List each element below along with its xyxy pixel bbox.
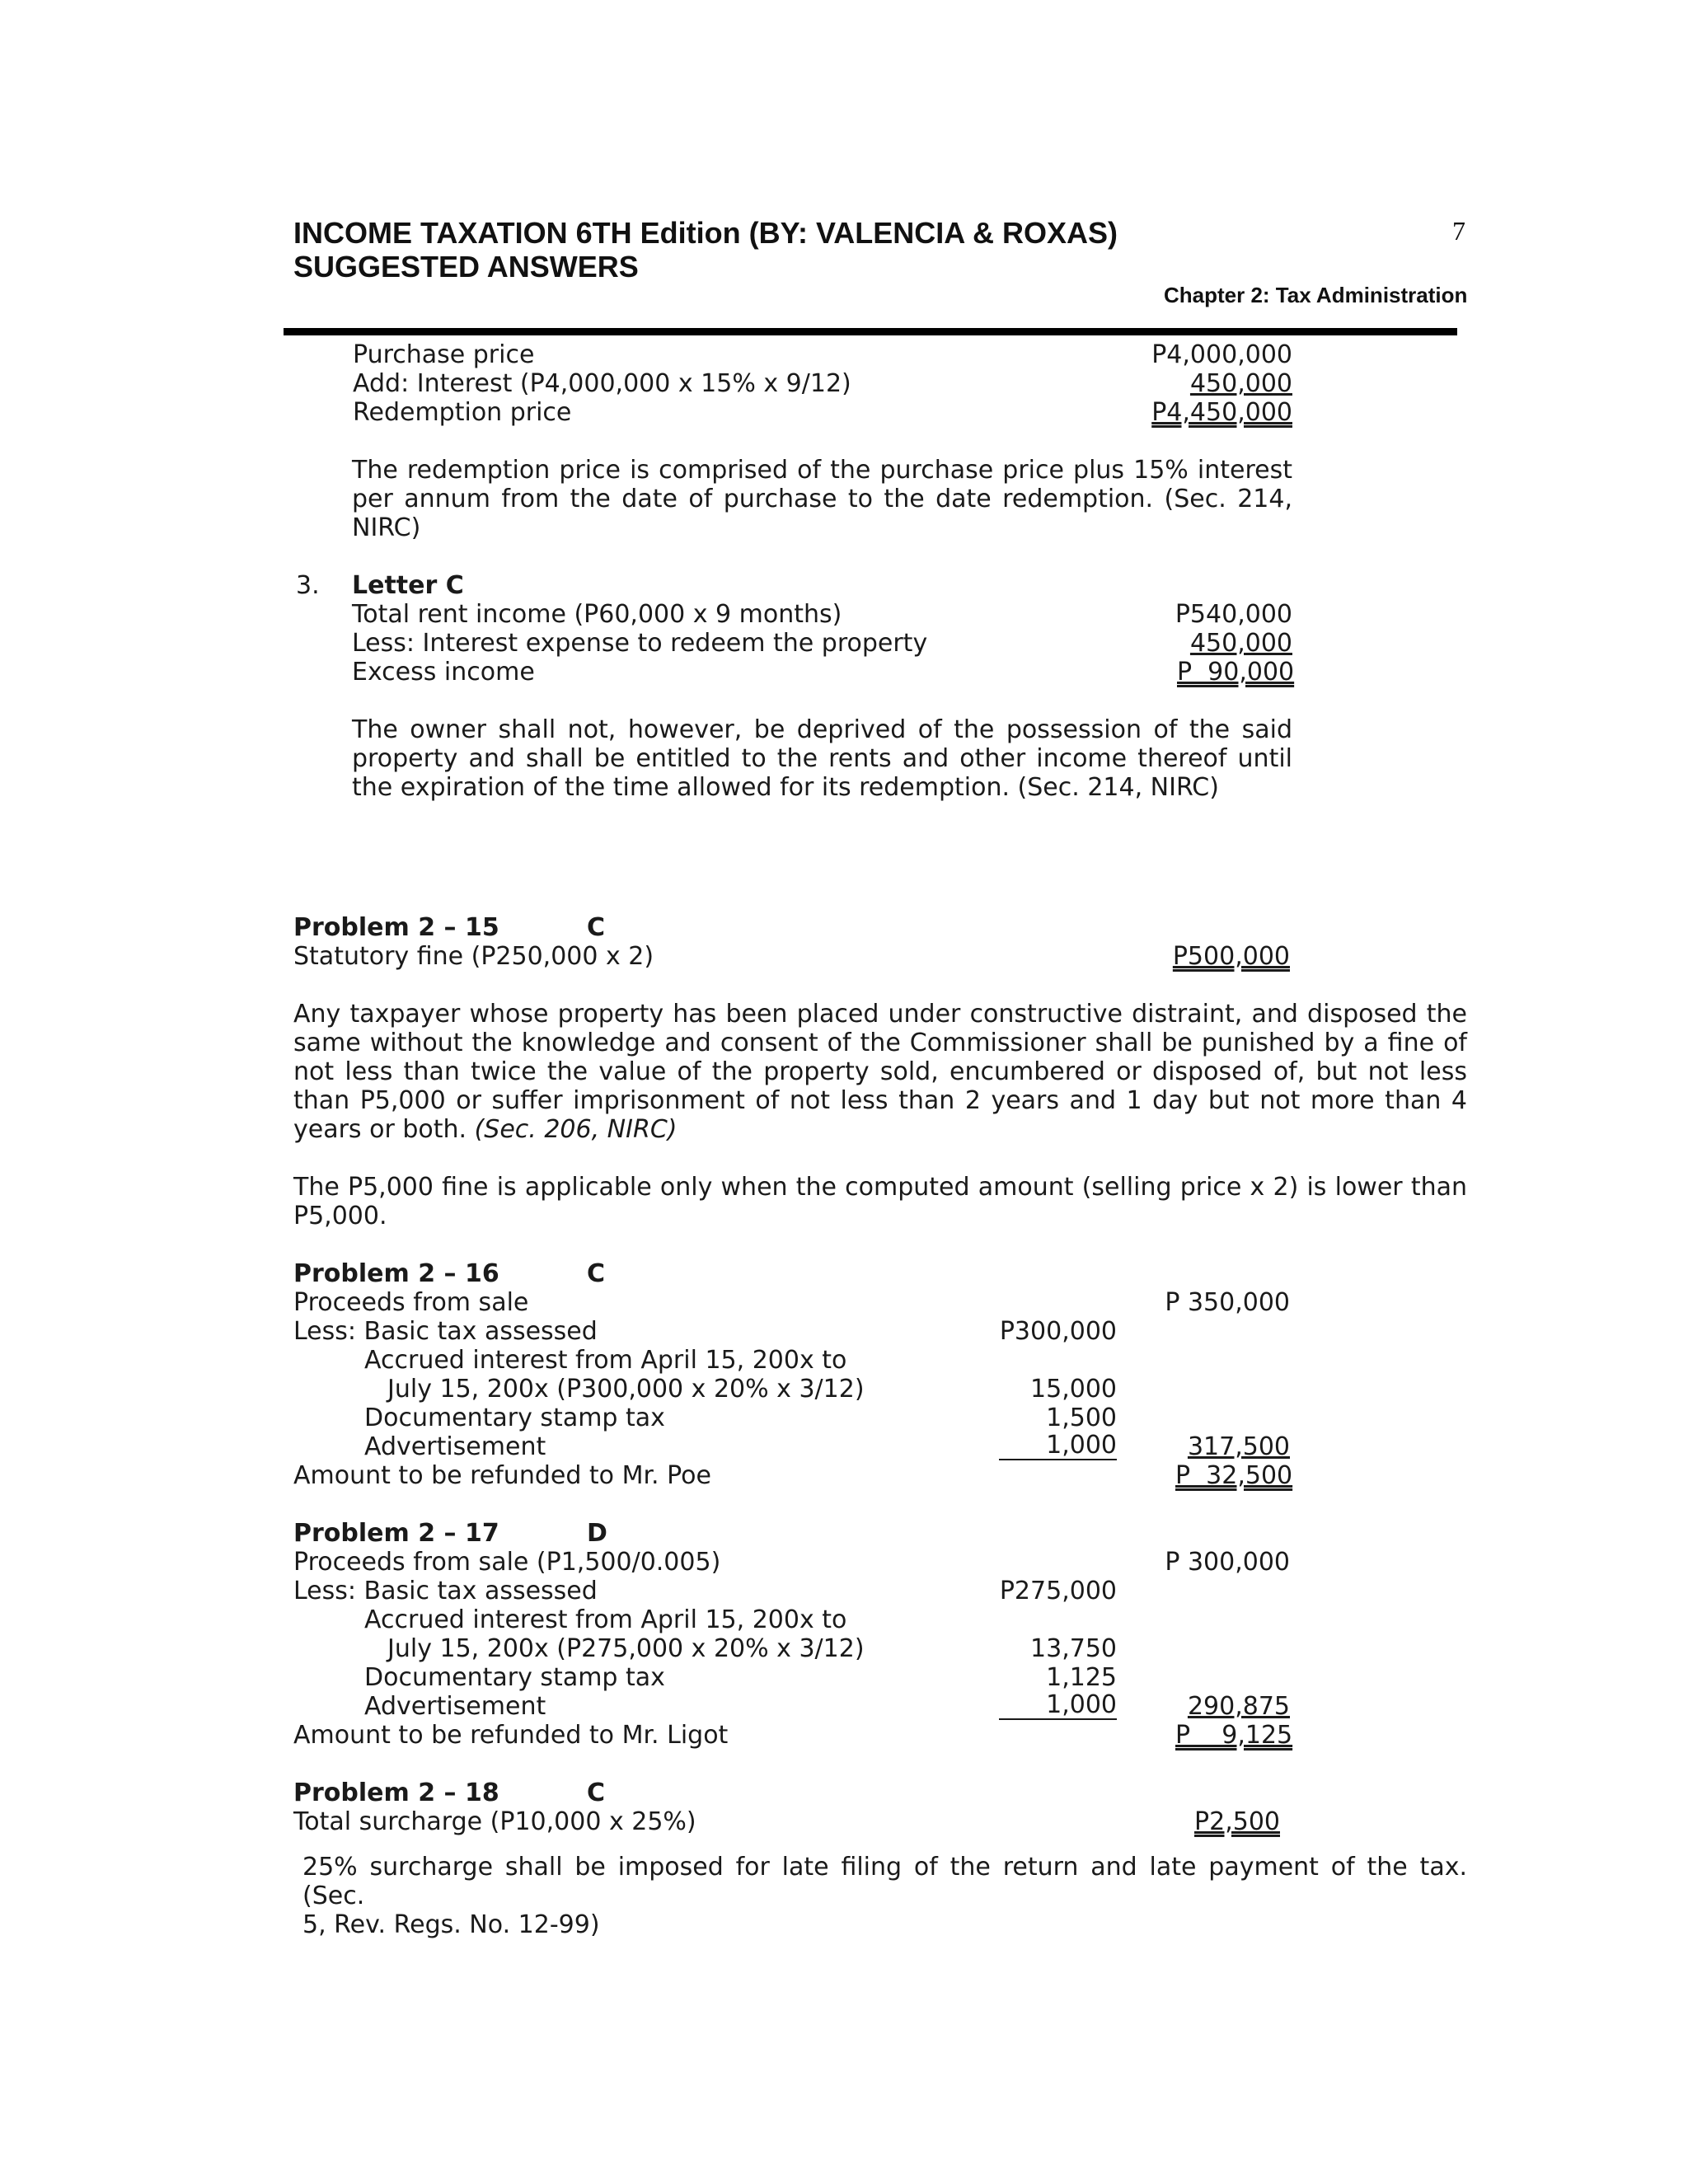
problem-title: Problem 2 – 17: [293, 1519, 499, 1548]
header-subtitle: SUGGESTED ANSWERS: [293, 250, 639, 284]
accrued-interest-label: Accrued interest from April 15, 200x to: [364, 1346, 847, 1375]
basic-tax-value: P300,000: [999, 1317, 1117, 1346]
p15-para-line: Any taxpayer whose property has been placed under constructive distraint, and disposed the: [293, 1000, 1467, 1029]
p15-para-text: years or both.: [293, 1115, 467, 1144]
redemption-note: [352, 456, 1292, 542]
problem-answer: C: [587, 913, 606, 942]
item3-note-line: The owner shall not, however, be deprived of the possession of the said: [352, 715, 1292, 744]
dst-value: 1,125: [1046, 1663, 1117, 1692]
redemption-note-line: The redemption price is comprised of the purchase price plus 15% interest: [352, 456, 1292, 485]
interest-expense-label: Less: Interest expense to redeem the property: [352, 629, 928, 658]
refund-value: P 32,500: [1175, 1461, 1293, 1490]
problem-title: Problem 2 – 18: [293, 1779, 499, 1807]
statutory-fine-label: Statutory fine (P250,000 x 2): [293, 942, 654, 971]
statutory-fine-value: P500,000: [1172, 942, 1290, 971]
accrued-interest-label-cont: July 15, 200x (P300,000 x 20% x 3/12): [387, 1375, 865, 1404]
interest-value: 450,000: [1189, 369, 1292, 398]
surcharge-value: P2,500: [1194, 1807, 1280, 1836]
problem-title: Problem 2 – 16: [293, 1259, 499, 1288]
dst-value: 1,500: [1046, 1404, 1117, 1432]
problem-answer: C: [587, 1779, 606, 1807]
redemption-note-line: NIRC): [352, 513, 421, 542]
advertisement-value: 1,000: [999, 1432, 1117, 1460]
p15-paragraph-1: [293, 1000, 1467, 1144]
redemption-price-value: P4,450,000: [1151, 398, 1292, 427]
p15-citation: (Sec. 206, NIRC): [474, 1115, 678, 1144]
item3-note: [352, 715, 1292, 802]
proceeds-value: P 300,000: [1165, 1548, 1290, 1577]
purchase-price-label: Purchase price: [353, 340, 535, 369]
p15-para-line: not less than twice the value of the property sold, encumbered or disposed of, but not less: [293, 1057, 1467, 1086]
chapter-label: Chapter 2: Tax Administration: [1164, 283, 1468, 307]
item-answer: Letter C: [352, 571, 464, 600]
page-number: 7: [1452, 216, 1465, 246]
deductions-total: 317,500: [1187, 1432, 1290, 1461]
interest-expense-value: 450,000: [1189, 629, 1292, 658]
accrued-interest-value: 13,750: [1030, 1634, 1117, 1663]
advertisement-label: Advertisement: [364, 1692, 546, 1721]
refund-label: Amount to be refunded to Mr. Poe: [293, 1461, 711, 1490]
item3-note-line: the expiration of the time allowed for its redemption. (Sec. 214, NIRC): [352, 773, 1219, 802]
proceeds-value: P 350,000: [1165, 1288, 1290, 1317]
p15-para-line: same without the knowledge and consent of the Commissioner shall be punished by a fine of: [293, 1029, 1467, 1057]
dst-label: Documentary stamp tax: [364, 1404, 665, 1432]
problem-title: Problem 2 – 15: [293, 913, 499, 942]
problem-answer: D: [587, 1519, 607, 1548]
redemption-note-line: per annum from the date of purchase to the date redemption. (Sec. 214,: [352, 485, 1292, 513]
header-divider: [284, 328, 1457, 335]
advertisement-value: 1,000: [999, 1692, 1117, 1720]
p15-para2-line: The P5,000 fine is applicable only when the computed amount (selling price x 2) is lower than: [293, 1173, 1467, 1202]
p18-note-line: 5, Rev. Regs. No. 12-99): [302, 1910, 600, 1939]
problem-answer: C: [587, 1259, 606, 1288]
p15-paragraph-2: [293, 1173, 1467, 1230]
proceeds-label: Proceeds from sale: [293, 1288, 529, 1317]
basic-tax-label: Less: Basic tax assessed: [293, 1317, 598, 1346]
header-title: INCOME TAXATION 6TH Edition (BY: VALENCIA & ROXAS): [293, 216, 1118, 250]
rent-income-label: Total rent income (P60,000 x 9 months): [352, 600, 842, 629]
basic-tax-value: P275,000: [999, 1577, 1117, 1605]
excess-income-label: Excess income: [352, 658, 535, 687]
excess-income-value: P 90,000: [1177, 658, 1295, 687]
p15-para-line: [293, 1115, 1467, 1144]
accrued-interest-label-cont: July 15, 200x (P275,000 x 20% x 3/12): [387, 1634, 865, 1663]
surcharge-label: Total surcharge (P10,000 x 25%): [293, 1807, 696, 1836]
p18-note-line: 25% surcharge shall be imposed for late filing of the return and late payment of the tax. (Sec.: [302, 1853, 1467, 1910]
redemption-price-label: Redemption price: [353, 398, 572, 427]
advertisement-label: Advertisement: [364, 1432, 546, 1461]
rent-income-value: P540,000: [1175, 600, 1292, 629]
p18-note: [302, 1853, 1467, 1939]
accrued-interest-value: 15,000: [1030, 1375, 1117, 1404]
accrued-interest-label: Accrued interest from April 15, 200x to: [364, 1605, 847, 1634]
refund-value: P 9,125: [1175, 1721, 1293, 1750]
basic-tax-label: Less: Basic tax assessed: [293, 1577, 598, 1605]
item3-note-line: property and shall be entitled to the rents and other income thereof until: [352, 744, 1292, 773]
interest-label: Add: Interest (P4,000,000 x 15% x 9/12): [353, 369, 851, 398]
purchase-price-value: P4,000,000: [1151, 340, 1292, 369]
refund-label: Amount to be refunded to Mr. Ligot: [293, 1721, 729, 1750]
dst-label: Documentary stamp tax: [364, 1663, 665, 1692]
item-number: 3.: [296, 571, 320, 600]
p15-para-line: than P5,000 or suffer imprisonment of not less than 2 years and 1 day but not more than 4: [293, 1086, 1467, 1115]
deductions-total: 290,875: [1187, 1692, 1290, 1721]
p15-para2-line: P5,000.: [293, 1202, 387, 1230]
proceeds-label: Proceeds from sale (P1,500/0.005): [293, 1548, 721, 1577]
